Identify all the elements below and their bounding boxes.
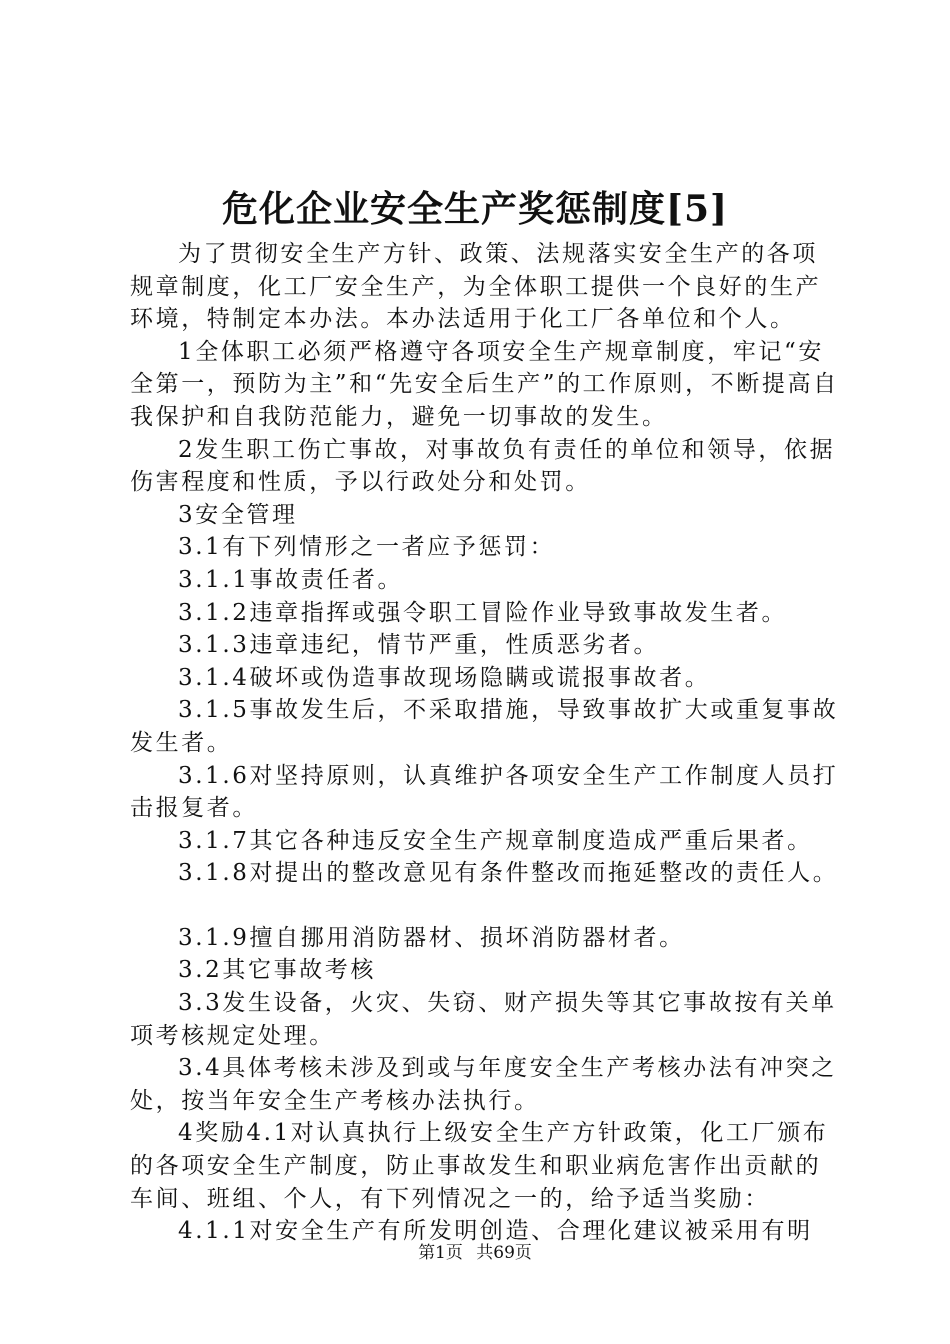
- page-number: 第1页: [418, 1243, 463, 1263]
- paragraph-4: 4奖励4.1对认真执行上级安全生产方针政策，化工厂颁布的各项安全生产制度，防止事故发生和职业病危害作出贡献的车间、班组、个人，有下列情况之一的，给予适当奖励：: [130, 1120, 829, 1212]
- paragraph-3-2: 3.2其它事故考核: [178, 957, 376, 984]
- paragraph-3-1-2: 3.1.2违章指挥或强令职工冒险作业导致事故发生者。: [178, 599, 788, 626]
- page-footer: [0, 1241, 950, 1265]
- paragraph-3-1-4: 3.1.4破坏或伪造事故现场隐瞒或谎报事故者。: [178, 664, 711, 691]
- paragraph-3-1-1: 3.1.1事故责任者。: [178, 566, 404, 593]
- paragraph-3-1-8: 3.1.8对提出的整改意见有条件整改而拖延整改的责任人。: [178, 860, 839, 887]
- paragraph-3-1-5: 3.1.5事故发生后，不采取措施，导致事故扩大或重复事故发生者。: [130, 697, 839, 756]
- paragraph-3-1-7: 3.1.7其它各种违反安全生产规章制度造成严重后果者。: [178, 827, 813, 854]
- paragraph-3-1-6: 3.1.6对坚持原则，认真维护各项安全生产工作制度人员打击报复者。: [130, 762, 839, 822]
- paragraph-intro: 为了贯彻安全生产方针、政策、法规落实安全生产的各项规章制度，化工厂安全生产，为全体职工提供一个良好的生产环境，特制定本办法。本办法适用于化工厂各单位和个人。: [130, 241, 822, 333]
- document-title: 危化企业安全生产奖惩制度[5]: [221, 188, 729, 230]
- paragraph-1: 1全体职工必须严格遵守各项安全生产规章制度，牢记“安全第一，预防为主”和“先安全后生产”的工作原则，不断提高自我保护和自我防范能力，避免一切事故的发生。: [130, 338, 839, 430]
- paragraph-3: 3安全管理: [178, 501, 298, 528]
- paragraph-3-4: 3.4具体考核未涉及到或与年度安全生产考核办法有冲突之处，按当年安全生产考核办法执行。: [130, 1055, 837, 1114]
- paragraph-4-1-1: 4.1.1对安全生产有所发明创造、合理化建议被采用有明: [178, 1218, 813, 1245]
- paragraph-2: 2发生职工伤亡事故，对事故负有责任的单位和领导，依据伤害程度和性质，予以行政处分和处罚。: [130, 436, 836, 496]
- paragraph-3-1: 3.1有下列情形之一者应予惩罚：: [178, 534, 556, 561]
- page-total: 共69页: [476, 1243, 532, 1263]
- document-body: [130, 238, 840, 1248]
- paragraph-3-1-9: 3.1.9擅自挪用消防器材、损坏消防器材者。: [178, 924, 685, 951]
- paragraph-3-1-3: 3.1.3违章违纪，情节严重，性质恶劣者。: [178, 632, 660, 659]
- paragraph-3-3: 3.3发生设备，火灾、失窃、财产损失等其它事故按有关单项考核规定处理。: [130, 990, 837, 1049]
